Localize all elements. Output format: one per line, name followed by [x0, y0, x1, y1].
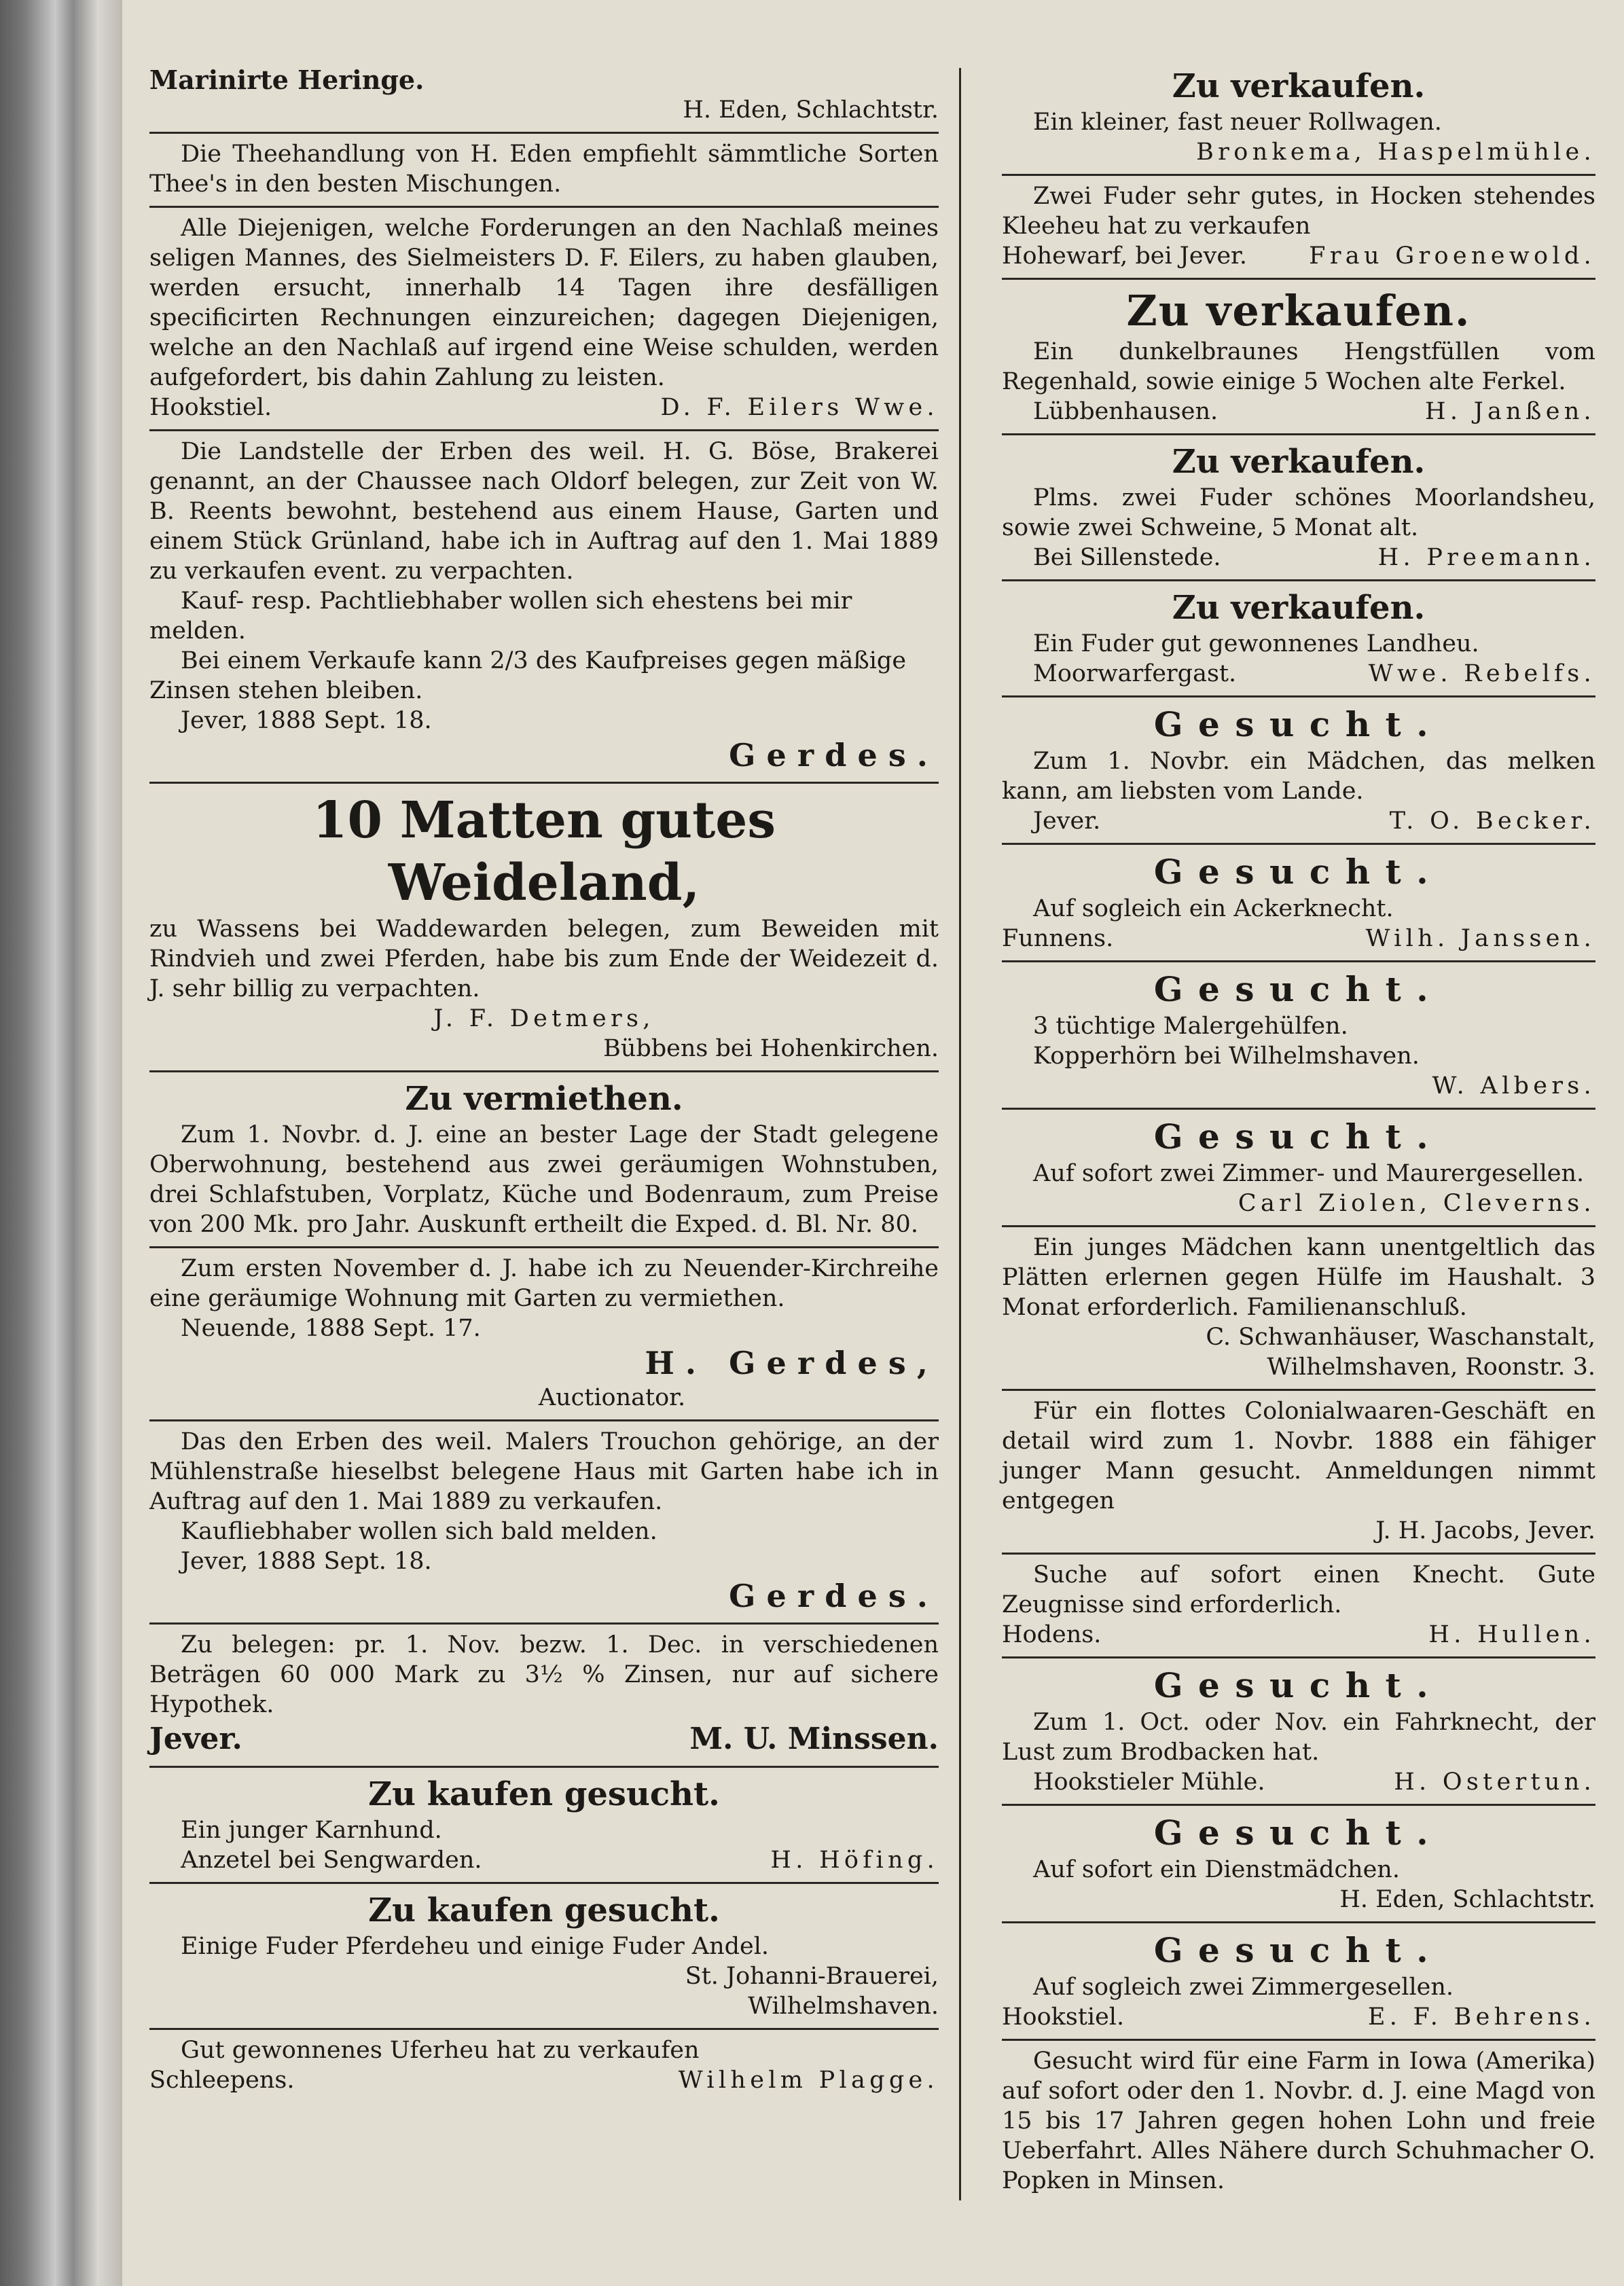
ad-place: Moorwarfergast.	[1033, 660, 1237, 687]
ad-text: Auf sogleich zwei Zimmergesellen.	[1033, 1974, 1454, 2001]
ad-signature: J. H. Jacobs, Jever.	[1375, 1517, 1595, 1544]
ad-haus-trouchon	[149, 1421, 939, 1625]
ad-gesucht-ackerknecht	[1002, 845, 1595, 962]
ad-signature: Gerdes.	[729, 1578, 939, 1614]
right-column	[1002, 60, 1595, 2202]
ad-gesucht-maurergesellen	[1002, 1110, 1595, 1227]
ad-title: Zu vermiethen.	[405, 1080, 683, 1118]
ad-hypothek	[149, 1625, 939, 1768]
ad-signature: Carl Ziolen, Cleverns.	[1238, 1190, 1595, 1217]
ad-signature-place: Bübbens bei Hohenkirchen.	[603, 1035, 939, 1062]
ad-signature: C. Schwanhäuser, Waschanstalt,	[1206, 1324, 1595, 1351]
ad-uferheu	[149, 2030, 939, 2102]
ad-signature-place: Wilhelmshaven, Roonstr. 3.	[1267, 1354, 1595, 1381]
ad-kleeheu	[1002, 176, 1595, 280]
ad-text: Gesucht wird für eine Farm in Iowa (Amerika) auf sofort oder den 1. Novbr. d. J. eine Magd von 15 bis 17 Jahren gegen hohen Lohn und freie Ueberfahrt. Alles Nähere durch Schuhmacher O. Popken in Minsen.	[1002, 2048, 1595, 2194]
ad-text: Bei einem Verkaufe kann 2/3 des Kaufpreises gegen mäßige Zinsen stehen bleiben.	[149, 647, 907, 704]
ad-place: Lübbenhausen.	[1033, 398, 1219, 425]
ad-text: Zu belegen: pr. 1. Nov. bezw. 1. Dec. in verschiedenen Beträgen 60 000 Mark zu 3½ % Zinsen, nur auf sichere Hypothek.	[149, 1631, 939, 1718]
ad-text: Einige Fuder Pferdeheu und einige Fuder Andel.	[181, 1933, 770, 1960]
ad-title: Zu verkaufen.	[1172, 589, 1426, 627]
ad-signature: Frau Groenewold.	[1309, 242, 1595, 270]
ad-place: Hodens.	[1002, 1621, 1102, 1648]
ad-signature: E. F. Behrens.	[1367, 2003, 1595, 2031]
ad-text: Das den Erben des weil. Malers Trouchon gehörige, an der Mühlenstraße hieselbst belegene Haus mit Garten habe ich in Auftrag auf den 1. Mai 1889 zu verkaufen.	[149, 1428, 939, 1515]
ad-gesucht-malergehuelfen	[1002, 962, 1595, 1110]
ad-title: Marinirte Heringe.	[149, 65, 425, 95]
ad-title: 10 Matten gutes Weideland,	[312, 791, 776, 912]
ad-title: Gesucht.	[1153, 852, 1444, 892]
ad-signature: J. F. Detmers,	[433, 1005, 655, 1032]
ad-title: Gesucht.	[1153, 1813, 1444, 1853]
ad-weideland	[149, 784, 939, 1072]
ad-text: Zum 1. Novbr. ein Mädchen, das melken kann, am liebsten vom Lande.	[1002, 748, 1595, 805]
ad-place: Jever.	[149, 1722, 242, 1756]
ad-text: Für ein flottes Colonialwaaren-Geschäft en detail wird zum 1. Novbr. 1888 ein fähiger junger Mann gesucht. Anmeldungen nimmt entgegen	[1002, 1398, 1595, 1514]
ad-eilers-nachlass	[149, 208, 939, 431]
ad-colonialwaaren	[1002, 1391, 1595, 1555]
ad-signature: T. O. Becker.	[1389, 808, 1595, 835]
ad-signature: D. F. Eilers Wwe.	[660, 394, 939, 421]
ad-text: Ein junges Mädchen kann unentgeltlich das Plätten erlernen gegen Hülfe im Haushalt. 3 Monat erforderlich. Familienanschluß.	[1002, 1234, 1595, 1321]
ad-place: Hohewarf, bei Jever.	[1002, 242, 1248, 270]
ad-text: zu Wassens bei Waddewarden belegen, zum Beweiden mit Rindvieh und zwei Pferden, habe bis zum Ende der Weidezeit d. J. sehr billig zu verpachten.	[149, 915, 939, 1002]
ad-text: Zum 1. Novbr. d. J. eine an bester Lage der Stadt gelegene Oberwohnung, bestehend aus zwei geräumigen Wohnstuben, drei Schlafstuben, Vorplatz, Küche und Bodenraum, zum Preise von 200 Mk. pro Jahr. Auskunft ertheilt die Exped. d. Bl. Nr. 80.	[149, 1121, 939, 1238]
ad-landheu	[1002, 581, 1595, 697]
ad-gesucht-maedchen	[1002, 697, 1595, 845]
ad-signature: H. Janßen.	[1425, 398, 1595, 425]
ad-place: Bei Sillenstede.	[1033, 544, 1221, 571]
ad-gesucht-dienstmaedchen	[1002, 1806, 1595, 1923]
column-divider	[959, 68, 961, 2200]
ad-signature: Gerdes.	[729, 737, 939, 774]
ad-text: Gut gewonnenes Uferheu hat zu verkaufen	[181, 2037, 700, 2064]
ad-gesucht-zimmergesellen	[1002, 1923, 1595, 2041]
ad-text: Ein junger Karnhund.	[181, 1817, 442, 1844]
ad-landstelle-boese	[149, 431, 939, 784]
ad-gesucht-fahrknecht	[1002, 1658, 1595, 1806]
ad-zu-vermiethen-oberwohnung	[149, 1072, 939, 1248]
left-column	[149, 60, 939, 2102]
ad-date: Jever, 1888 Sept. 18.	[181, 1548, 432, 1575]
ad-text: Die Landstelle der Erben des weil. H. G. Böse, Brakerei genannt, an der Chaussee nach Oldorf belegen, zur Zeit von W. B. Reents bewohnt, bestehend aus einem Hause, Garten und einem Stück Grünland, habe ich in Auftrag auf den 1. Mai 1889 zu verkaufen event. zu verpachten.	[149, 438, 939, 585]
ad-text: Alle Diejenigen, welche Forderungen an den Nachlaß meines seligen Mannes, des Sielmeisters D. F. Eilers, zu haben glauben, werden ersucht, innerhalb 14 Tagen ihre desfälligen specificirten Rechnungen einzureichen; dagegen Diejenigen, welche an den Nachlaß auf irgend eine Weise schulden, werden aufgefordert, bis dahin Zahlung zu leisten.	[149, 215, 939, 391]
ad-signature: H. Eden, Schlachtstr.	[683, 96, 939, 124]
ad-signature: Wwe. Rebelfs.	[1368, 660, 1595, 687]
ad-text: Auf sofort zwei Zimmer- und Maurergesellen.	[1033, 1160, 1585, 1187]
ad-place: Hookstiel.	[149, 394, 272, 421]
ad-place: Anzetel bei Sengwarden.	[181, 1847, 482, 1874]
ad-text: Die Theehandlung von H. Eden empfiehlt sämmtliche Sorten Thee's in den besten Mischungen.	[149, 141, 939, 198]
ad-place: Hookstiel.	[1002, 2003, 1125, 2031]
ad-place: Funnens.	[1002, 925, 1114, 952]
ad-signature: Bronkema, Haspelmühle.	[1196, 139, 1595, 166]
ad-title: Gesucht.	[1153, 1930, 1444, 1970]
ad-signature: H. Hullen.	[1428, 1621, 1595, 1648]
ad-title: Zu verkaufen.	[1172, 67, 1426, 105]
book-page-edges	[0, 0, 122, 2286]
ad-signature: Wilh. Janssen.	[1365, 925, 1595, 952]
ad-title: Gesucht.	[1153, 1117, 1444, 1157]
ad-signature: H. Gerdes,	[645, 1345, 939, 1381]
ad-place: Kopperhörn bei Wilhelmshaven.	[1033, 1042, 1420, 1070]
ad-title: Zu kaufen gesucht.	[368, 1891, 720, 1929]
ad-hengstfuellen	[1002, 280, 1595, 435]
ad-title: Gesucht.	[1153, 704, 1444, 744]
ad-text: Suche auf sofort einen Knecht. Gute Zeugnisse sind erforderlich.	[1002, 1561, 1595, 1618]
ad-pferdeheu	[149, 1884, 939, 2030]
ad-place: Jever.	[1033, 808, 1101, 835]
ad-signature: M. U. Minssen.	[689, 1722, 939, 1756]
ad-title: Gesucht.	[1153, 1665, 1444, 1705]
ad-signature: H. Ostertun.	[1394, 1768, 1595, 1796]
ad-title: Gesucht.	[1153, 969, 1444, 1009]
ad-title: Zu verkaufen.	[1172, 443, 1426, 481]
ad-signature: W. Albers.	[1432, 1072, 1595, 1100]
ad-signature: H. Höfing.	[770, 1847, 939, 1874]
ad-plaetten	[1002, 1227, 1595, 1391]
ad-text: Plms. zwei Fuder schönes Moorlandsheu, sowie zwei Schweine, 5 Monat alt.	[1002, 484, 1595, 541]
ad-signature: H. Eden, Schlachtstr.	[1339, 1886, 1595, 1913]
ad-text: 3 tüchtige Malergehülfen.	[1033, 1013, 1348, 1040]
ad-text: Auf sogleich ein Ackerknecht.	[1033, 895, 1394, 922]
ad-text: Zwei Fuder sehr gutes, in Hocken stehendes Kleeheu hat zu verkaufen	[1002, 183, 1595, 240]
ad-wohnung-neuende	[149, 1248, 939, 1421]
ad-date: Neuende, 1888 Sept. 17.	[181, 1315, 481, 1342]
ad-rollwagen	[1002, 60, 1595, 176]
ad-signature-place: Wilhelmshaven.	[748, 1993, 939, 2020]
ad-signature: Wilhelm Plagge.	[678, 2067, 939, 2094]
ad-role: Auctionator.	[538, 1384, 686, 1411]
ad-theehandlung	[149, 134, 939, 208]
ad-text: Ein kleiner, fast neuer Rollwagen.	[1033, 109, 1442, 136]
ad-title: Zu verkaufen.	[1126, 286, 1471, 335]
ad-text: Kauf- resp. Pachtliebhaber wollen sich ehestens bei mir melden.	[149, 587, 852, 645]
ad-moorlandsheu	[1002, 435, 1595, 581]
ad-text: Kaufliebhaber wollen sich bald melden.	[181, 1518, 657, 1545]
ad-farm-iowa	[1002, 2041, 1595, 2202]
ad-marinirte-heringe	[149, 60, 939, 134]
ad-text: Ein dunkelbraunes Hengstfüllen vom Regenhald, sowie einige 5 Wochen alte Ferkel.	[1002, 338, 1595, 395]
ad-text: Auf sofort ein Dienstmädchen.	[1033, 1856, 1400, 1883]
ad-text: Zum ersten November d. J. habe ich zu Neuender-Kirchreihe eine geräumige Wohnung mit Garten zu vermiethen.	[149, 1255, 939, 1312]
ad-date: Jever, 1888 Sept. 18.	[181, 707, 432, 734]
ad-karnhund	[149, 1768, 939, 1884]
ad-place: Hookstieler Mühle.	[1033, 1768, 1265, 1796]
ad-signature: H. Preemann.	[1377, 544, 1595, 571]
ad-text: Ein Fuder gut gewonnenes Landheu.	[1033, 630, 1479, 657]
ad-title: Zu kaufen gesucht.	[368, 1775, 720, 1813]
ad-knecht-hodens	[1002, 1555, 1595, 1658]
ad-text: Zum 1. Oct. oder Nov. ein Fahrknecht, der Lust zum Brodbacken hat.	[1002, 1709, 1595, 1766]
ad-place: Schleepens.	[149, 2067, 295, 2094]
ad-signature: St. Johanni-Brauerei,	[685, 1963, 939, 1990]
